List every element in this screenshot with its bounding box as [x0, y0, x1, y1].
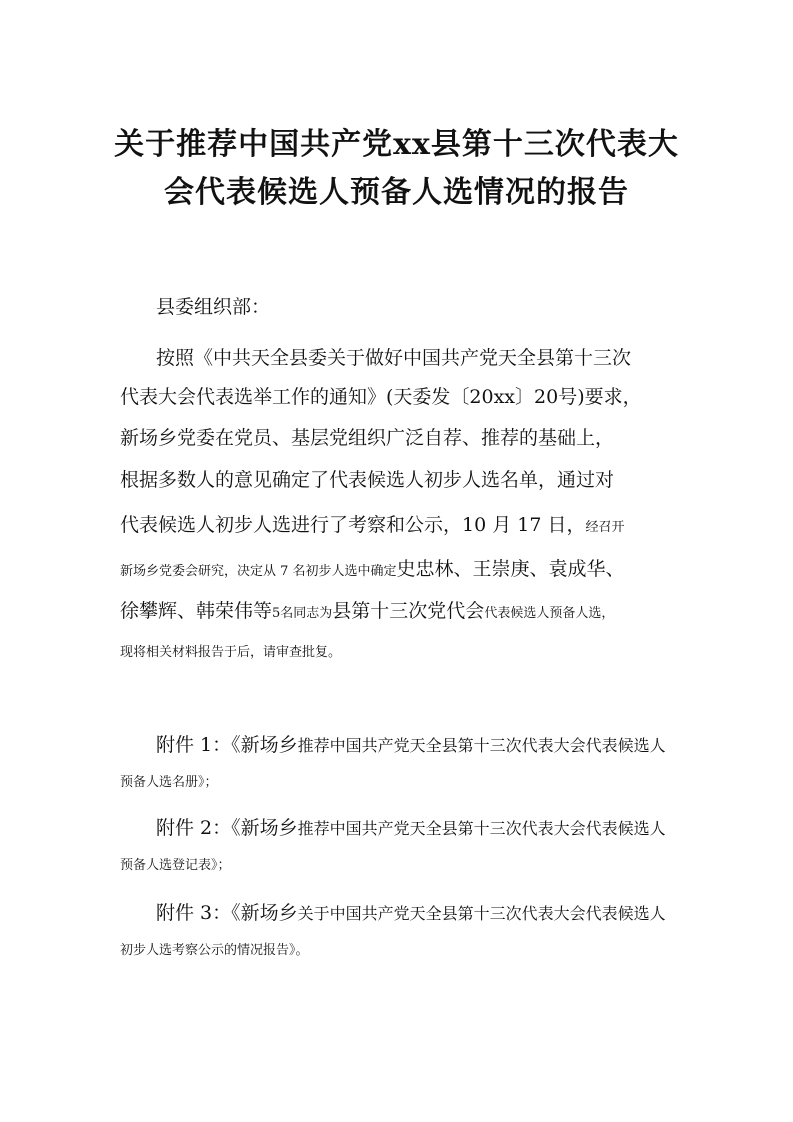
attachment-2 [156, 815, 666, 842]
attachment-1-prefix: 附件 1：《新场乡 [156, 734, 298, 756]
attachment-1-cont: 预备人选名册》； [120, 775, 218, 790]
body-line-5 [120, 512, 625, 541]
body-line-4: 根据多数人的意见确定了代表候选人初步人选名单，通过对 [120, 469, 615, 491]
attachment-1-desc: 推荐中国共产党天全县第十三次代表大会代表候选人 [297, 736, 666, 755]
attachment-3 [156, 900, 666, 927]
attachment-2-cont: 预备人选登记表》； [120, 858, 231, 873]
document-title-line-1: 关于推荐中国共产党xx县第十三次代表大 [114, 127, 679, 162]
attachment-1 [156, 732, 666, 759]
body-line-2: 代表大会代表选举工作的通知》(天委发〔20xx〕20号)要求， [120, 386, 642, 408]
body-line-5-small: 经召开 [585, 520, 625, 535]
body-line-1: 按照《中共天全县委关于做好中国共产党天全县第十三次 [156, 347, 632, 369]
body-line-6-small: 新场乡党委会研究，决定从 7 名初步人选中确定 [120, 564, 397, 579]
body-line-7 [120, 598, 614, 627]
attachment-3-prefix: 附件 3：《新场乡 [156, 902, 298, 924]
attachment-3-desc: 关于中国共产党天全县第十三次代表大会代表候选人 [297, 904, 666, 923]
body-line-8: 现将相关材料报告于后，请审查批复。 [120, 645, 342, 660]
attachment-2-desc: 推荐中国共产党天全县第十三次代表大会代表候选人 [297, 819, 666, 838]
salutation: 县委组织部： [156, 296, 271, 318]
attachment-2-prefix: 附件 2：《新场乡 [156, 817, 298, 839]
attachment-3-cont: 初步人选考察公示的情况报告》。 [120, 943, 309, 958]
body-line-7-congress: 县第十三次党代会 [332, 600, 485, 622]
body-line-7-names: 徐攀辉、韩荣伟等 [120, 600, 273, 622]
body-line-6 [120, 556, 625, 585]
body-line-7-count: 5名同志为 [272, 606, 333, 621]
body-line-3: 新场乡党委在党员、基层党组织广泛自荐、推荐的基础上， [120, 427, 615, 449]
document-title-line-2: 会代表候选人预备人选情况的报告 [164, 175, 629, 210]
body-line-6-main: 史忠林、王崇庚、袁成华、 [396, 558, 625, 580]
body-line-5-main: 代表候选人初步人选进行了考察和公示，10 月 17 日， [120, 514, 586, 536]
body-line-7-tail: 代表候选人预备人选， [484, 606, 615, 621]
